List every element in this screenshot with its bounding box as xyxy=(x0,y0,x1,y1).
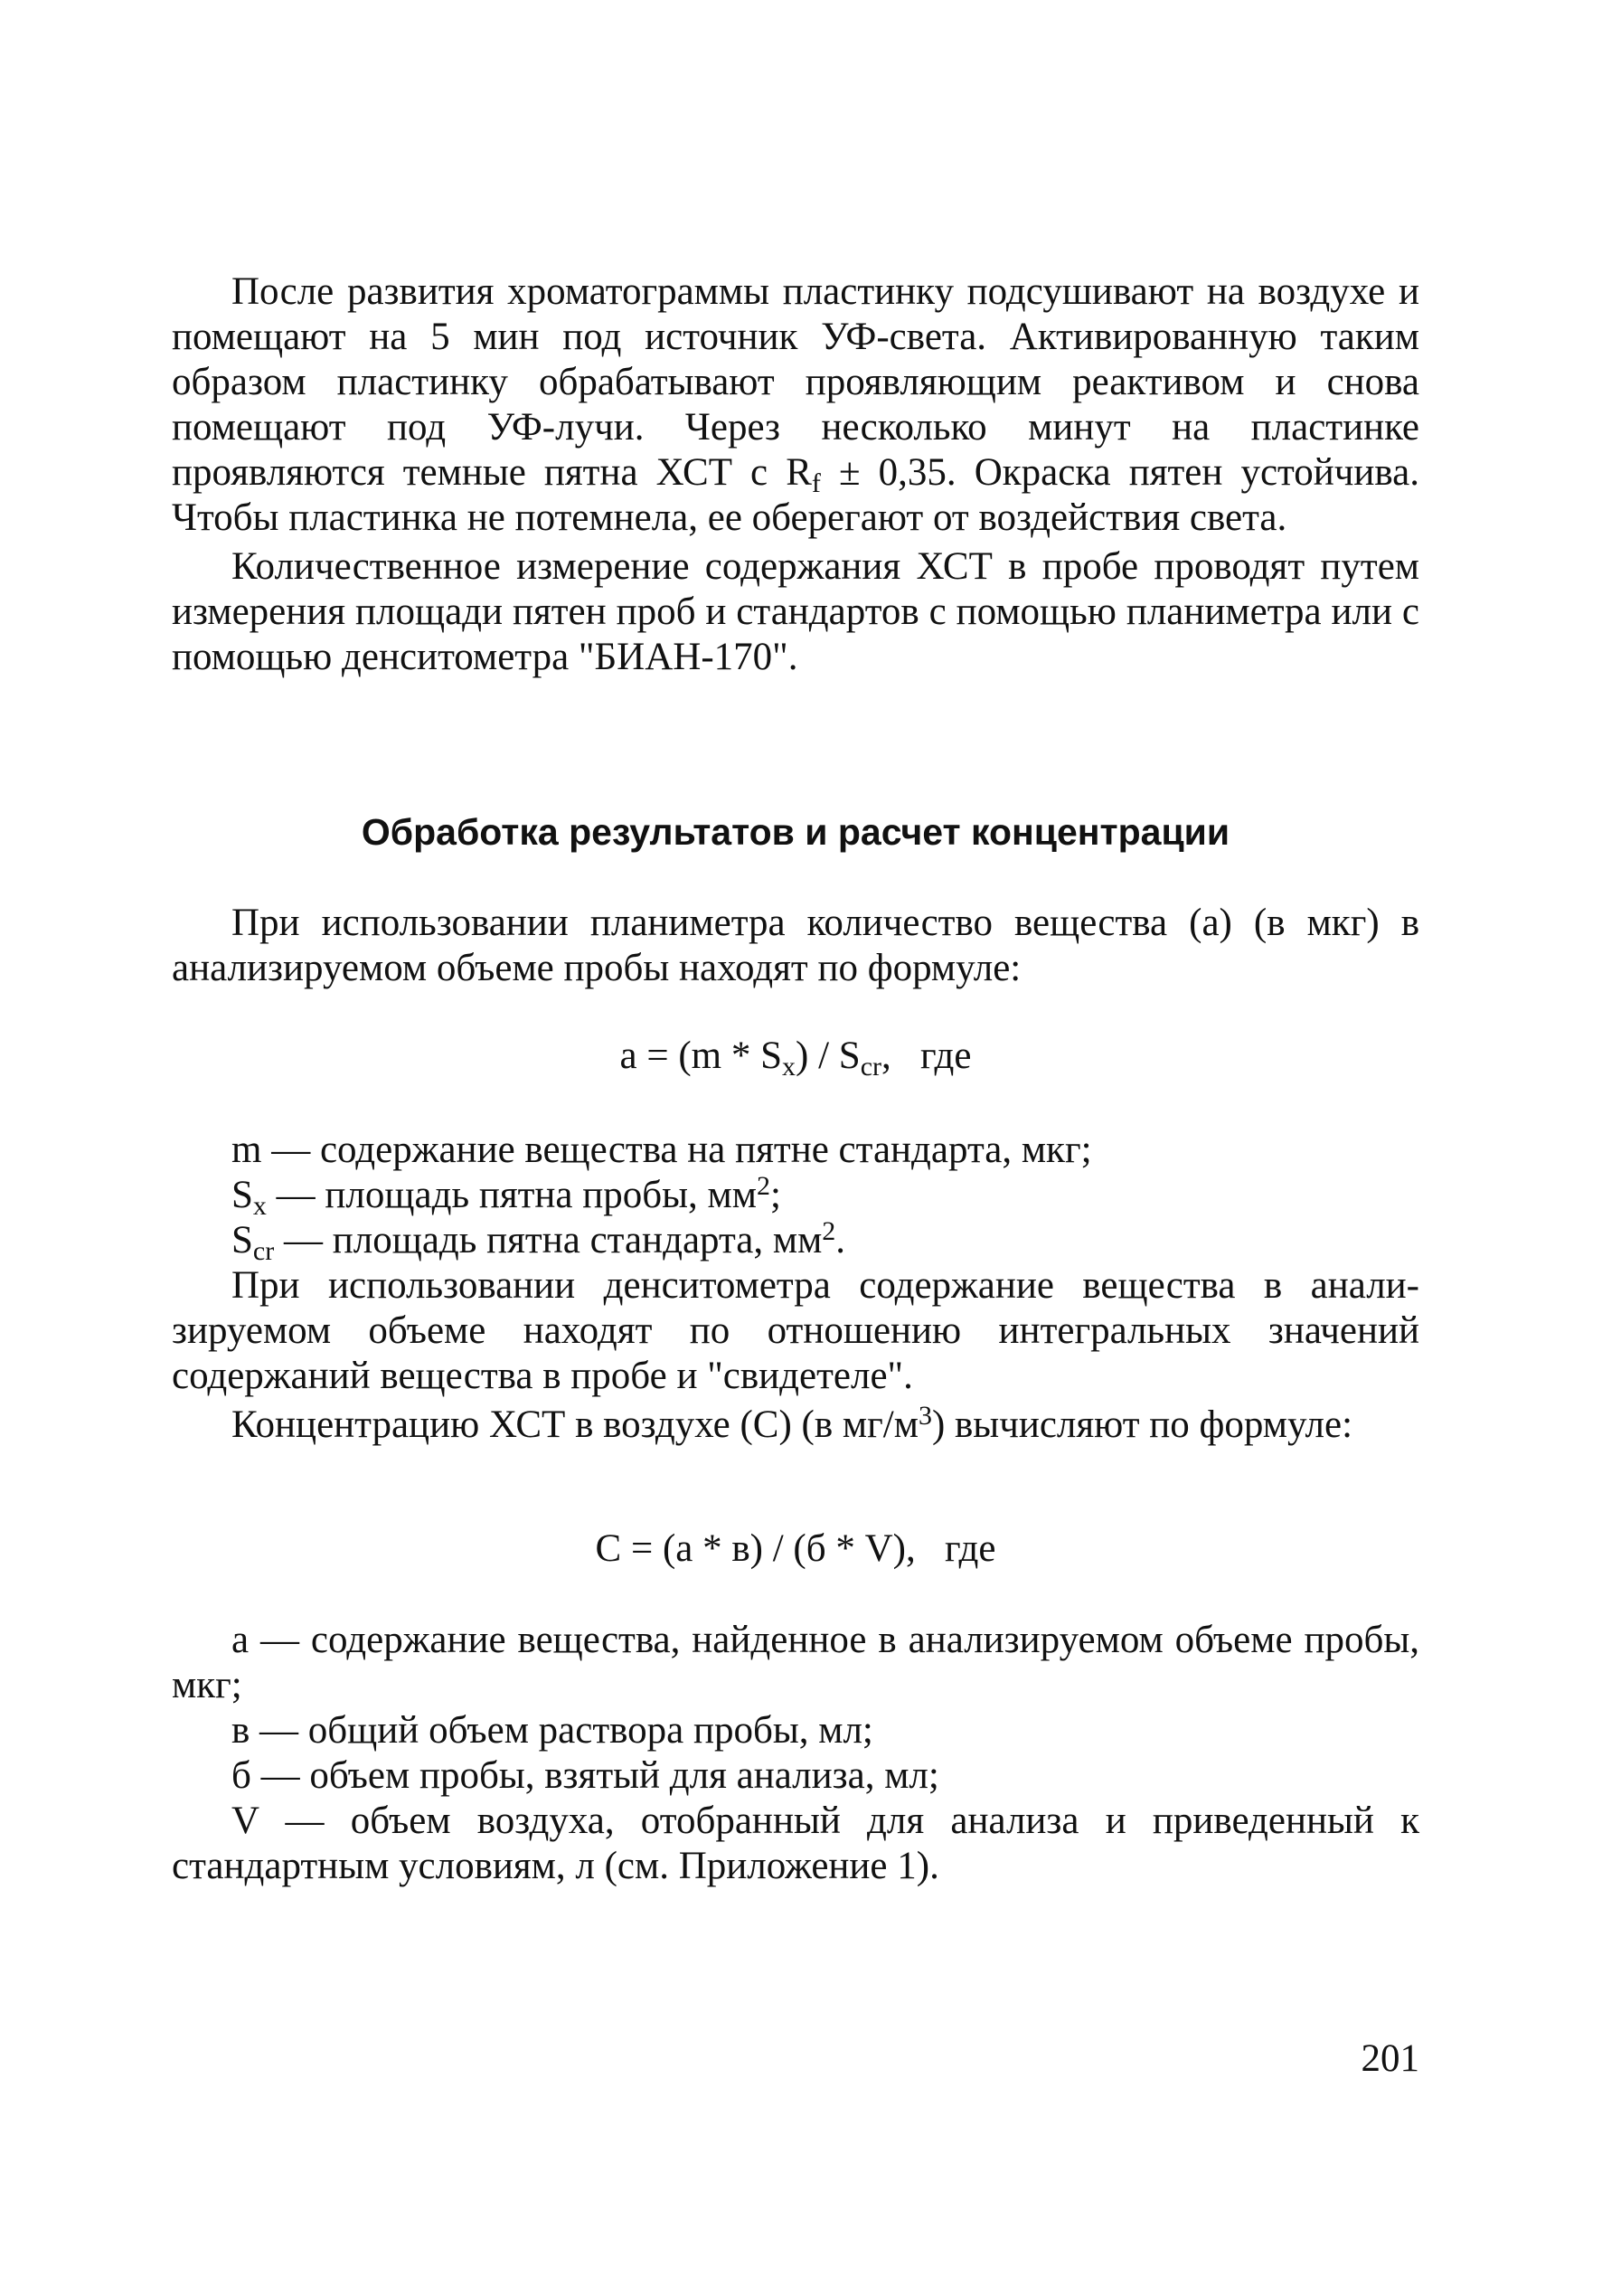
definition-line: в — общий объем раствора пробы, мл; xyxy=(231,1709,873,1752)
def-text: — площадь пятна стандарта, мм xyxy=(274,1219,823,1261)
definitions-concentration xyxy=(172,1618,1419,1889)
rf-subscript: f xyxy=(811,468,821,498)
paragraph-densitometer: При использовании денситометра содержание вещества в анализируемом объеме находят по отношению интегральных значений содержаний вещества в пробе и "свидетеле". xyxy=(172,1264,1419,1397)
paragraph-planimeter: При использовании планиметра количество вещества (а) (в мкг) в анализируемом объеме пробы находят по формуле: xyxy=(172,902,1419,989)
definition-line xyxy=(172,1128,1419,1173)
def-superscript: 2 xyxy=(756,1171,770,1201)
formula-concentration: С = (а * в) / (б * V), где xyxy=(595,1527,996,1570)
def-text: — содержание вещества на пятне стандарта, мкг; xyxy=(261,1129,1092,1171)
definition-line xyxy=(172,1171,1419,1221)
formula-amount-lhs: а = (m * S xyxy=(619,1035,783,1077)
planimeter-block xyxy=(172,901,1419,991)
definition-line xyxy=(172,1216,1419,1266)
m3-superscript: 3 xyxy=(918,1401,932,1431)
paragraph-development xyxy=(172,269,1419,541)
formula-amount-tail: , где xyxy=(881,1035,972,1077)
def-superscript: 2 xyxy=(822,1216,836,1246)
formula-amount-mid: ) / S xyxy=(796,1035,861,1077)
def-subscript: cr xyxy=(252,1236,275,1266)
paragraph-development-text: После развития хроматограммы пластинку подсушивают на воздухе и помещают на 5 мин под источник УФ-света. Активированную таким образом пластинку обрабатывают проявляющим реактивом и снова помещают под УФ-лучи. Через несколько минут на пластинке проявляются темные пятна ХСТ с R xyxy=(172,270,1419,494)
definition-line: б — объем пробы, взятый для анализа, мл; xyxy=(231,1754,939,1797)
section-heading: Обработка результатов и расчет концентрации xyxy=(361,811,1230,853)
def-symbol: S xyxy=(231,1174,253,1216)
paragraph-measurement: Количественное измерение содержания ХСТ в пробе проводят путем измерения площади пятен проб и стандартов с помощью планиметра или с помощью денситометра "БИАН-170". xyxy=(172,545,1419,678)
paragraph-concentration xyxy=(172,1403,1419,1448)
page-number: 201 xyxy=(1361,2037,1419,2080)
definition-line: V — объем воздуха, отобранный для анализа и приведенный к стандартным условиям, л (см. Приложение 1). xyxy=(172,1800,1419,1887)
paragraph-development-tail: ± 0,35. Окраска пятен устойчива. Чтобы пластинка не потемнела, ее оберегают от воздействия света. xyxy=(172,451,1419,539)
def-symbol: S xyxy=(231,1219,253,1261)
def-symbol: m xyxy=(231,1129,262,1171)
def-end: . xyxy=(835,1219,846,1261)
def-text: — площадь пятна пробы, мм xyxy=(266,1174,757,1216)
formula-amount-sub-cr: cr xyxy=(860,1052,882,1082)
paragraph-concentration-tail: ) вычисляют по формуле: xyxy=(931,1403,1353,1446)
formula-amount-sub-x: x xyxy=(782,1052,796,1082)
paragraph-concentration-text: Концентрацию ХСТ в воздухе (С) (в мг/м xyxy=(231,1403,919,1446)
definition-line: а — содержание вещества, найденное в анализируемом объеме пробы, мкг; xyxy=(172,1619,1419,1706)
intro-block xyxy=(172,269,1419,680)
def-end: ; xyxy=(769,1174,781,1216)
def-subscript: x xyxy=(252,1191,267,1221)
formula-amount xyxy=(172,1034,1419,1082)
definitions-amount xyxy=(172,1128,1419,1448)
